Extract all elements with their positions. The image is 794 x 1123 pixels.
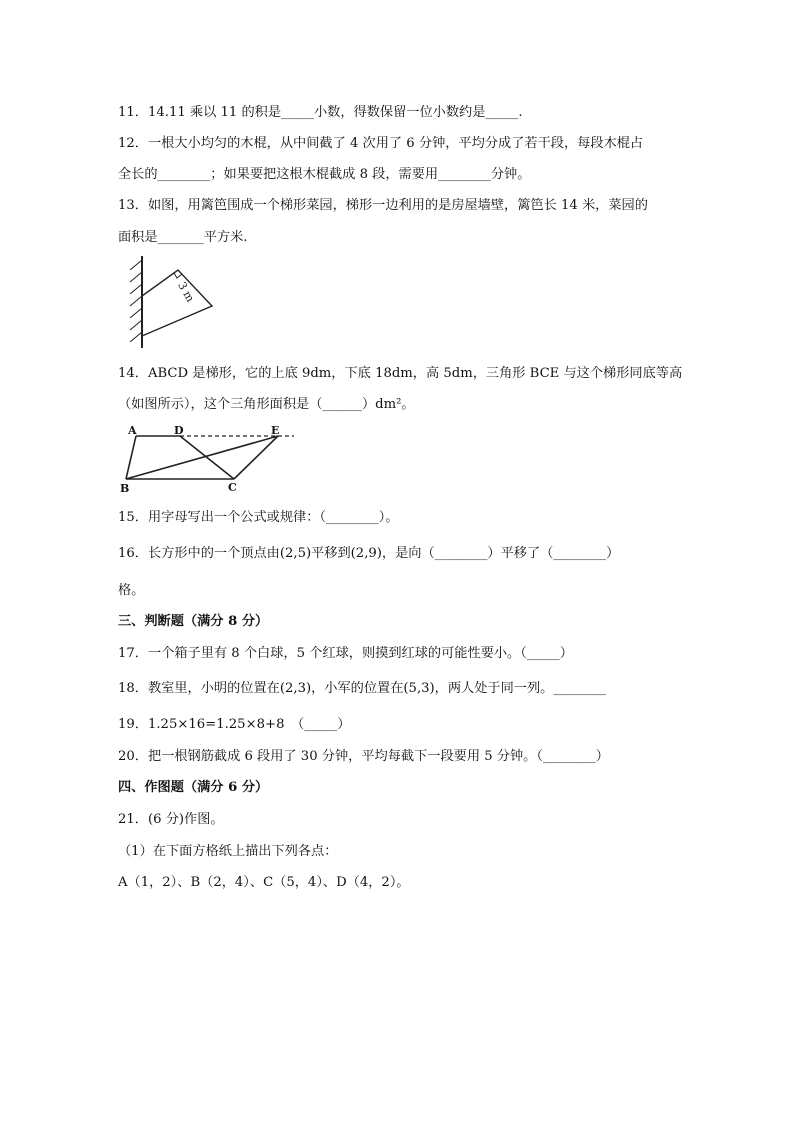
section-4-heading: 四、作图题（满分 6 分） xyxy=(118,780,269,795)
line-q14a: 14．ABCD 是梯形，它的上底 9dm，下底 18dm，高 5dm，三角形 BCE 与这个梯形同底等高 xyxy=(118,366,683,381)
line-q13a: 13．如图，用篱笆围成一个梯形菜园，梯形一边利用的是房屋墙壁，篱笆长 14 米，菜园的 xyxy=(118,198,648,213)
label-D: D xyxy=(174,424,184,437)
line-q16a: 16．长方形中的一个顶点由(2,5)平移到(2,9)，是向（________）平移了（________） xyxy=(118,546,620,561)
line-q21: 21．(6 分)作图。 xyxy=(118,812,224,827)
line-q18: 18．教室里，小明的位置在(2,3)，小军的位置在(5,3)，两人处于同一列。________ xyxy=(118,681,607,696)
line-q12b: 全长的________；如果要把这根木棍截成 8 段，需要用________分钟。 xyxy=(118,167,531,182)
line-q12a: 12．一根大小均匀的木棍，从中间截了 4 次用了 6 分钟，平均分成了若干段，每段木棍占 xyxy=(118,136,644,151)
line-q17: 17．一个箱子里有 8 个白球，5 个红球，则摸到红球的可能性要小。（_____） xyxy=(118,646,573,661)
line-q20: 20．把一根钢筋截成 6 段用了 30 分钟，平均每截下一段要用 5 分钟。（________） xyxy=(118,749,609,764)
line-q13b: 面积是_______平方米. xyxy=(118,230,248,245)
line-q21a: （1）在下面方格纸上描出下列各点： xyxy=(118,844,338,859)
figure-14-trapezoid xyxy=(118,423,308,495)
label-B: B xyxy=(120,482,130,495)
garden-trapezoid xyxy=(142,270,212,336)
wall-hatching xyxy=(130,260,142,342)
label-E: E xyxy=(271,424,280,437)
line-q11: 11．14.11 乘以 11 的积是_____小数，得数保留一位小数约是_____. xyxy=(118,105,523,120)
line-q15: 15．用字母写出一个公式或规律：（________）。 xyxy=(118,510,399,525)
label-C: C xyxy=(228,481,237,494)
section-3-heading: 三、判断题（满分 8 分） xyxy=(118,614,269,629)
line-q16b: 格。 xyxy=(118,583,145,598)
line-q14b: （如图所示），这个三角形面积是（______）dm²。 xyxy=(118,397,415,412)
figure-13-garden xyxy=(118,252,228,352)
line-q21b: A（1，2）、B（2，4）、C（5，4）、D（4，2）。 xyxy=(118,875,410,890)
line-q19: 19．1.25×16=1.25×8+8 （_____） xyxy=(118,717,351,732)
side-DC xyxy=(180,436,234,479)
label-A: A xyxy=(128,424,137,437)
side-AB xyxy=(126,436,136,479)
dimension-label: 3 m xyxy=(175,279,197,305)
